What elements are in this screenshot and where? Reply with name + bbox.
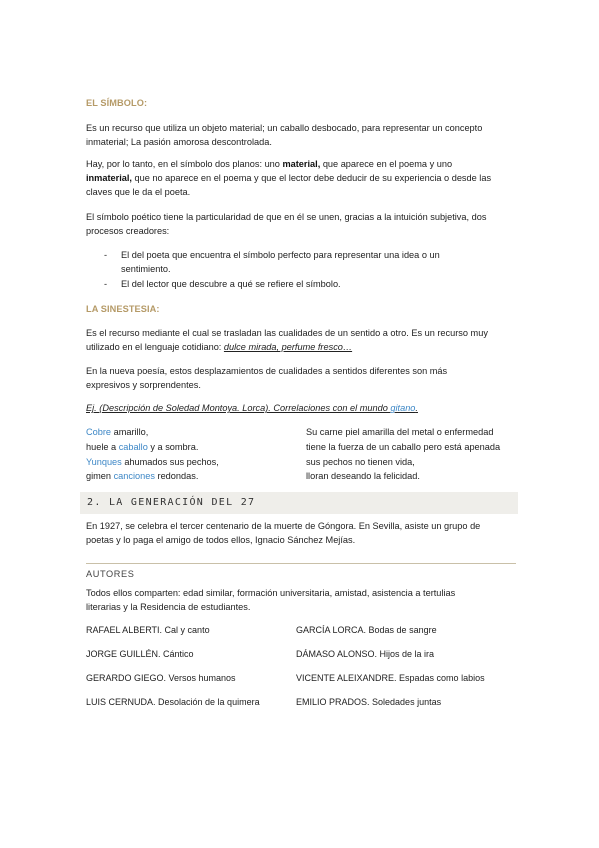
text-line: El del poeta que encuentra el símbolo perfecto para representar una idea o un (121, 250, 440, 260)
author-name: DÁMASO ALONSO. (296, 649, 378, 659)
author-name: GARCÍA LORCA. (296, 625, 367, 635)
author-entry (296, 647, 516, 661)
text-run: utilizado en el lenguaje cotidiano: (86, 342, 224, 352)
sinestesia-paragraph-1 (86, 326, 516, 354)
text-line: poetas y lo paga el amigo de todos ellos, Ignacio Sánchez Mejías. (86, 535, 356, 545)
author-work: Versos humanos (166, 673, 236, 683)
author-work: Bodas de sangre (366, 625, 437, 635)
author-entry (86, 695, 291, 709)
text-line: sentimiento. (121, 264, 171, 274)
section-title: 2. LA GENERACIÓN DEL 27 (87, 497, 256, 508)
text-line: claves que le da el poeta. (86, 187, 191, 197)
author-entry (86, 647, 291, 661)
text-run: y a sombra. (147, 441, 199, 452)
poem-line (86, 425, 296, 440)
text-run: redondas. (154, 471, 199, 482)
bold-term-inmaterial: inmaterial, (86, 173, 132, 183)
text-run: . (415, 403, 418, 413)
poem-line (86, 469, 296, 484)
poem-line: lloran deseando la felicidad. (306, 471, 420, 482)
simbolo-paragraph-2 (86, 157, 516, 199)
author-entry (296, 671, 516, 685)
author-entry (86, 671, 291, 685)
author-work: Cal y canto (162, 625, 210, 635)
sinestesia-example-line (86, 401, 516, 415)
author-work: Desolación de la quimera (155, 697, 260, 707)
bullet-marker: - (104, 250, 108, 260)
highlight-word: canciones (113, 471, 155, 482)
highlight-word: caballo (118, 441, 148, 452)
author-work: Espadas como labios (396, 673, 485, 683)
text-run: ahumados sus pechos, (121, 456, 219, 467)
author-name: VICENTE ALEIXANDRE. (296, 673, 397, 683)
sinestesia-heading: LA SINESTESIA: (86, 304, 160, 314)
poem-right (306, 425, 521, 484)
bullet-item: El del lector que descubre a qué se refiere el símbolo. (121, 279, 341, 289)
text-line: En 1927, se celebra el tercer centenario de la muerte de Góngora. En Sevilla, asiste un grupo de (86, 521, 481, 531)
highlight-word: Cobre (86, 427, 112, 437)
author-work: Soledades juntas (369, 697, 442, 707)
text-line (86, 171, 516, 185)
text-run: huele a (86, 441, 119, 452)
text-run: que aparece en el poema y uno (320, 159, 453, 169)
simbolo-paragraph-1 (86, 121, 516, 149)
author-entry (86, 623, 291, 637)
text-run: Ej. (Descripción de Soledad Montoya. Lorca). Correlaciones con el mundo (86, 403, 391, 413)
text-line: literarias y la Residencia de estudiantes. (86, 602, 251, 612)
text-line: Todos ellos comparten: edad similar, formación universitaria, amistad, asistencia a tertulias (86, 588, 456, 598)
poem-line: sus pechos no tienen vida, (306, 456, 415, 467)
author-name: EMILIO PRADOS. (296, 697, 370, 707)
highlight-word: Yunques (86, 456, 122, 467)
author-name: JORGE GUILLÉN. (86, 649, 161, 659)
poem-line (86, 455, 296, 470)
text-run: Hay, por lo tanto, en el símbolo dos planos: uno (86, 159, 283, 169)
text-line: procesos creadores: (86, 226, 170, 236)
poem-line: tiene la fuerza de un caballo pero está apenada (306, 441, 501, 452)
autores-heading: AUTORES (86, 569, 135, 579)
author-name: LUIS CERNUDA. (86, 697, 156, 707)
highlight-word: gitano (390, 403, 416, 413)
text-run: gimen (86, 471, 114, 482)
bullet-item (121, 248, 516, 276)
text-line: El símbolo poético tiene la particularidad de que en él se unen, gracias a la intuición subjetiva, dos (86, 212, 487, 222)
poem-left (86, 425, 296, 484)
author-work: Cántico (160, 649, 194, 659)
author-entry (296, 623, 516, 637)
text-line (86, 340, 516, 354)
text-line: inmaterial; La pasión amorosa descontrolada. (86, 137, 272, 147)
bullet-marker: - (104, 279, 108, 289)
author-name: RAFAEL ALBERTI. (86, 625, 163, 635)
text-run: amarillo, (111, 427, 149, 437)
sinestesia-paragraph-2 (86, 364, 516, 392)
author-name: GERARDO GIEGO. (86, 673, 167, 683)
text-line (86, 157, 516, 171)
divider (86, 563, 516, 564)
text-line: Es el recurso mediante el cual se trasladan las cualidades de un sentido a otro. Es un recurso muy (86, 328, 488, 338)
example-phrase: dulce mirada, perfume fresco… (223, 342, 353, 352)
simbolo-paragraph-3 (86, 210, 516, 238)
autores-intro (86, 586, 516, 614)
text-line: Es un recurso que utiliza un objeto material; un caballo desbocado, para representar un concepto (86, 123, 483, 133)
text-line: En la nueva poesía, estos desplazamientos de cualidades a sentidos diferentes son más (86, 366, 448, 376)
poem-line: Su carne piel amarilla del metal o enfermedad (306, 427, 494, 437)
text-line: expresivos y sorprendentes. (86, 380, 201, 390)
poem-line (86, 440, 296, 455)
author-work: Hijos de la ira (377, 649, 435, 659)
text-run: que no aparece en el poema y que el lector debe deducir de su experiencia o desde las (131, 173, 492, 183)
simbolo-heading: EL SÍMBOLO: (86, 98, 148, 108)
author-entry (296, 695, 516, 709)
simbolo-bullet-list (0, 248, 599, 292)
bold-term-material: material, (282, 159, 321, 169)
generacion-paragraph (86, 519, 516, 547)
